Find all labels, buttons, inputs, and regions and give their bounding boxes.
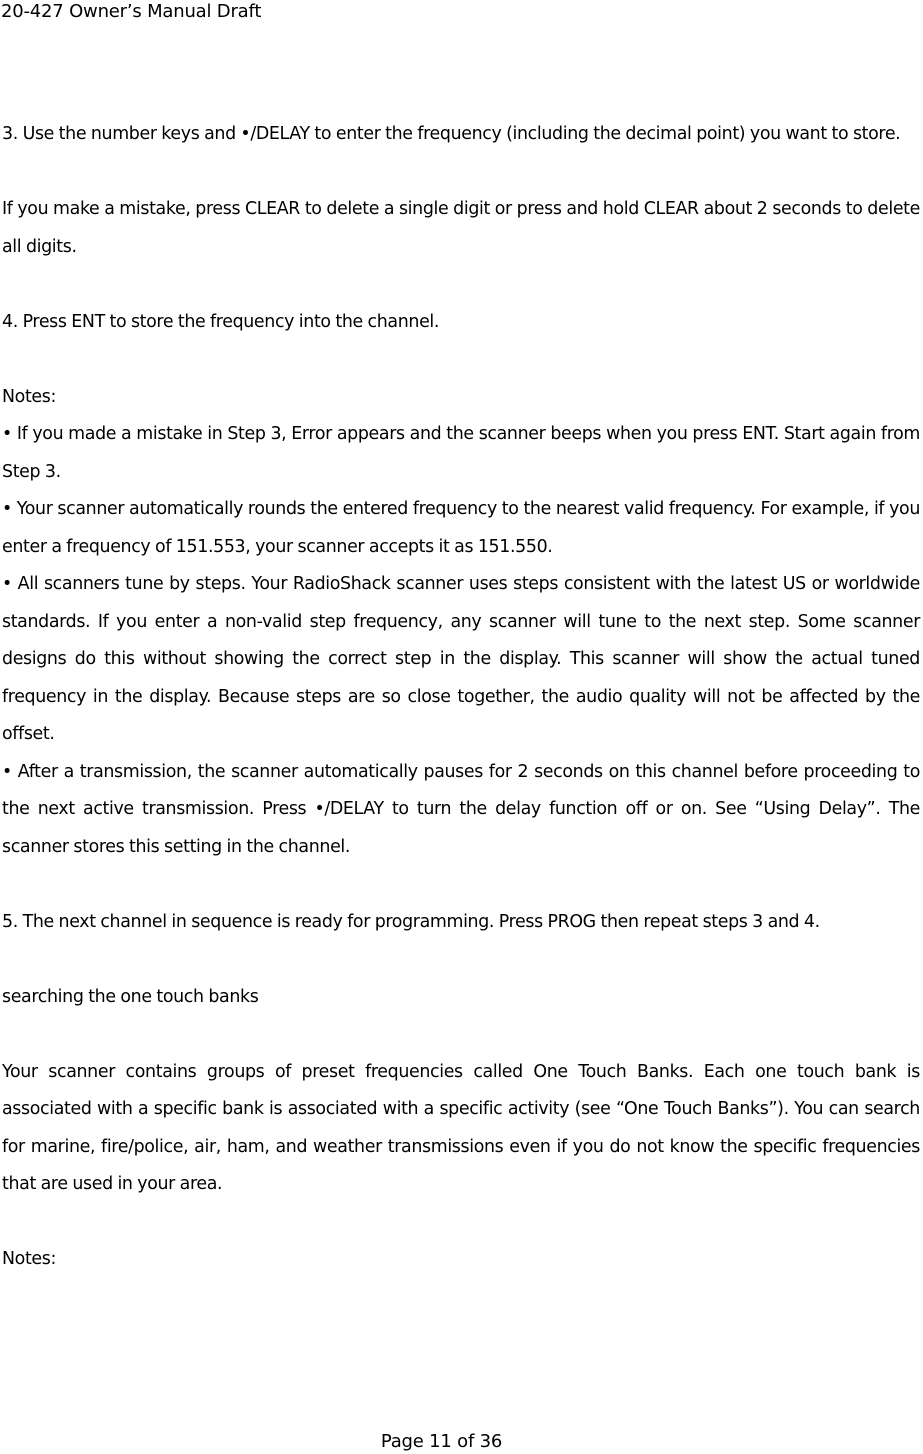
document-header: 20-427 Owner’s Manual Draft: [1, 1, 262, 22]
section-paragraph: Your scanner contains groups of preset frequencies called One Touch Banks. Each one touch bank is associated with a specific bank is associated with a specific activity (see “One Touch Banks”). You can search for marine, fire/police, air, ham, and weather transmissions even if you do not know the specific frequencies that are used in your area.: [2, 1061, 920, 1194]
notes-label: Notes:: [2, 1249, 56, 1269]
step-3-paragraph: 3. Use the number keys and •/DELAY to enter the frequency (including the decimal point) you want to store.: [2, 124, 901, 144]
note-item: • After a transmission, the scanner automatically pauses for 2 seconds on this channel before proceeding to the next active transmission. Press •/DELAY to turn the delay function off or on. See “Using Delay”. The scanner stores this setting in the channel.: [2, 761, 920, 857]
notes-label: Notes:: [2, 386, 56, 407]
page-body: [2, 116, 920, 1279]
note-item: • Your scanner automatically rounds the entered frequency to the nearest valid frequency. For example, if you enter a frequency of 151.553, your scanner accepts it as 151.550.: [2, 499, 920, 557]
page-number: Page 11 of 36: [380, 1431, 503, 1452]
section-heading: searching the one touch banks: [2, 986, 259, 1007]
step-5-paragraph: 5. The next channel in sequence is ready for programming. Press PROG then repeat steps 3 and 4.: [2, 911, 820, 932]
mistake-paragraph: If you make a mistake, press CLEAR to delete a single digit or press and hold CLEAR about 2 seconds to delete all digits.: [2, 199, 920, 257]
note-item: • All scanners tune by steps. Your RadioShack scanner uses steps consistent with the latest US or worldwide standards. If you enter a non-valid step frequency, any scanner will tune to the next step. Some scanner designs do this without showing the correct step in the display. This scanner will show the actual tuned frequency in the display. Because steps are so close together, the audio quality will not be affected by the offset.: [2, 574, 920, 744]
step-4-paragraph: 4. Press ENT to store the frequency into the channel.: [2, 311, 440, 332]
note-item: • If you made a mistake in Step 3, Error appears and the scanner beeps when you press ENT. Start again from Step 3.: [2, 424, 920, 482]
